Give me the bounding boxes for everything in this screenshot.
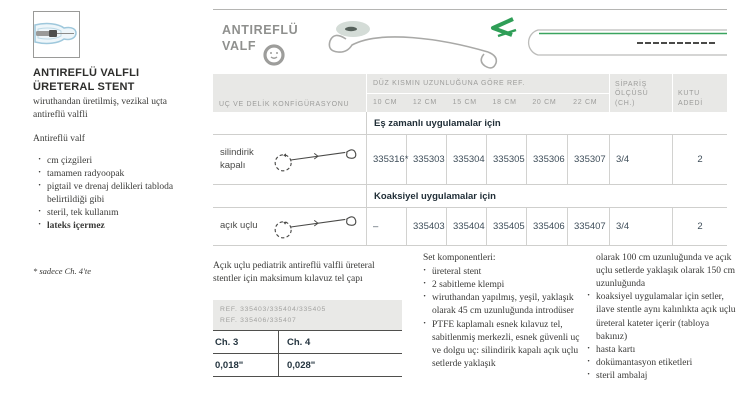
table-row — [213, 135, 727, 185]
product-photos — [320, 12, 727, 70]
pigtail-closed-tip-icon — [270, 144, 366, 176]
device-tip-thumbnail — [33, 11, 80, 58]
column-header-18cm: 18 CM — [486, 94, 526, 111]
guidewire-intro: Açık uçlu pediatrik antireflü valfli üreteral stentler için maksimum kılavuz tel çapı — [213, 261, 375, 284]
product-title — [33, 67, 139, 95]
column-header-15cm: 15 CM — [447, 94, 487, 111]
footnote: * sadece Ch. 4'te — [33, 266, 91, 276]
catheter-photo — [529, 30, 727, 55]
guidewire-ref-line2: REF. 335406/335407 — [220, 316, 297, 324]
box-qty-line2: ADEDİ — [678, 99, 703, 107]
feature-heading: Antireflü valf — [33, 134, 85, 144]
list-item: · üreteral stent — [423, 266, 583, 279]
ref-cell: 335405 — [487, 208, 527, 245]
box-qty-cell: 2 — [697, 154, 703, 165]
pigtail-stent-photo — [329, 21, 496, 68]
guidewire-col1-value: 0,018" — [215, 359, 244, 371]
guidewire-col1-header: Ch. 3 — [215, 336, 239, 348]
guidewire-col2-value: 0,028" — [287, 359, 316, 371]
list-item: · lateks içermez — [37, 220, 202, 233]
ref-cell: 335307 — [568, 135, 610, 184]
set-components-column — [423, 252, 583, 371]
ref-cell: 335316* — [367, 135, 407, 184]
cm-column-headers — [367, 94, 609, 111]
column-header-box-qty — [673, 74, 727, 112]
ref-cell: 335305 — [487, 135, 527, 184]
order-size-line1: SİPARİŞ — [615, 80, 648, 88]
order-size-line2: ÖLÇÜSÜ (CH.) — [615, 90, 649, 107]
guidewire-header-row — [213, 330, 402, 353]
funnel-tip-illustration — [34, 12, 77, 55]
product-title-line1: ANTIREFLÜ VALFLI — [33, 67, 140, 79]
column-group-ref — [367, 74, 610, 112]
ref-cell: 335303 — [407, 135, 447, 184]
stent-pictogram-icon — [263, 44, 285, 66]
order-size-cell: 3/4 — [610, 135, 673, 184]
section-row-simultaneous — [213, 112, 727, 135]
clamp-photo — [493, 19, 516, 36]
ref-cell: 335306 — [527, 135, 568, 184]
column-header-12cm: 12 CM — [407, 94, 447, 111]
list-item: · steril, tek kullanım — [37, 207, 202, 220]
column-header-ref-span: DÜZ KISMIN UZUNLUĞUNA GÖRE REF. — [367, 74, 609, 94]
list-item: · PTFE kaplamalı esnek kılavuz tel, sabitlenmiş merkezli, esnek güvenli uç ve dolgu uç: silindirik kapalı açık uçlu setlerde yaklaşık — [423, 319, 583, 371]
guidewire-ref-line1: REF. 335403/335404/335405 — [220, 306, 326, 313]
set-components-continuation-column — [587, 252, 739, 383]
list-item: · tamamen radyoopak — [37, 168, 202, 181]
guidewire-col2-header: Ch. 4 — [287, 336, 311, 348]
guidewire-table — [213, 300, 402, 377]
list-item: · dokümantasyon etiketleri — [587, 357, 739, 370]
section-title — [222, 22, 298, 55]
pigtail-open-tip-icon — [270, 211, 366, 243]
continuation-text: olarak 100 cm uzunluğunda ve açık uçlu setlerde yaklaşık olarak 150 cm uzunluğunda — [596, 253, 736, 290]
set-components-title: Set komponentleri: — [423, 253, 496, 263]
product-subtitle: wiruthandan üretilmiş, vezikal uçta antireflü valfli — [33, 97, 168, 120]
list-item: · steril ambalaj — [587, 370, 739, 383]
column-header-20cm: 20 CM — [526, 94, 567, 111]
product-title-line2: ÜRETERAL STENT — [33, 80, 135, 93]
section-title-line1: ANTIREFLÜ — [222, 23, 299, 37]
list-item: · wiruthandan yapılmış, yeşil, yaklaşık olarak 45 cm uzunluğunda introdüser — [423, 292, 583, 318]
config-label: açık uçlu — [220, 220, 258, 232]
section-row-coaxial — [213, 185, 727, 208]
ordering-table — [213, 74, 727, 246]
list-item: · cm çizgileri — [37, 155, 202, 168]
ref-cell: 335406 — [527, 208, 568, 245]
section-label: Koaksiyel uygulamalar için — [374, 190, 496, 202]
guidewire-table-bottom-border — [213, 376, 402, 377]
list-item: · 2 sabitleme klempi — [423, 279, 583, 292]
set-components-list — [423, 266, 583, 371]
order-size-cell: 3/4 — [610, 208, 673, 245]
config-cell — [213, 135, 367, 184]
set-components-list-continued — [587, 291, 739, 383]
ref-cell: – — [367, 208, 407, 245]
column-header-10cm: 10 CM — [367, 94, 407, 111]
list-item: · pigtail ve drenaj delikleri tabloda belirtildiği gibi — [37, 181, 202, 207]
column-header-22cm: 22 CM — [567, 94, 609, 111]
list-item: · koaksiyel uygulamalar için setler, ilave stentle aynı kalınlıkta açık uçlu üreteral kateter içerir (tabloya bakınız) — [587, 291, 739, 343]
top-divider — [213, 9, 727, 10]
section-row-lead — [213, 112, 367, 134]
section-row-lead — [213, 185, 367, 207]
column-header-order-size — [610, 74, 673, 112]
ref-cell: 335407 — [568, 208, 610, 245]
guidewire-value-row — [213, 353, 402, 376]
column-header-configuration: UÇ VE DELİK KONFİGÜRASYONU — [213, 74, 367, 112]
ref-cell: 335403 — [407, 208, 447, 245]
ref-cell: 335404 — [447, 208, 487, 245]
ref-cell: 335304 — [447, 135, 487, 184]
config-cell — [213, 208, 367, 245]
config-label: silindirik kapalı — [220, 147, 254, 171]
guidewire-ref-header — [213, 300, 402, 330]
section-label: Eş zamanlı uygulamalar için — [374, 117, 501, 129]
list-item: · hasta kartı — [587, 344, 739, 357]
section-title-line2: VALF — [222, 39, 257, 54]
box-qty-line1: KUTU — [678, 90, 700, 98]
feature-list — [37, 155, 202, 232]
box-qty-cell: 2 — [697, 221, 703, 232]
table-header — [213, 74, 727, 112]
table-row — [213, 208, 727, 246]
